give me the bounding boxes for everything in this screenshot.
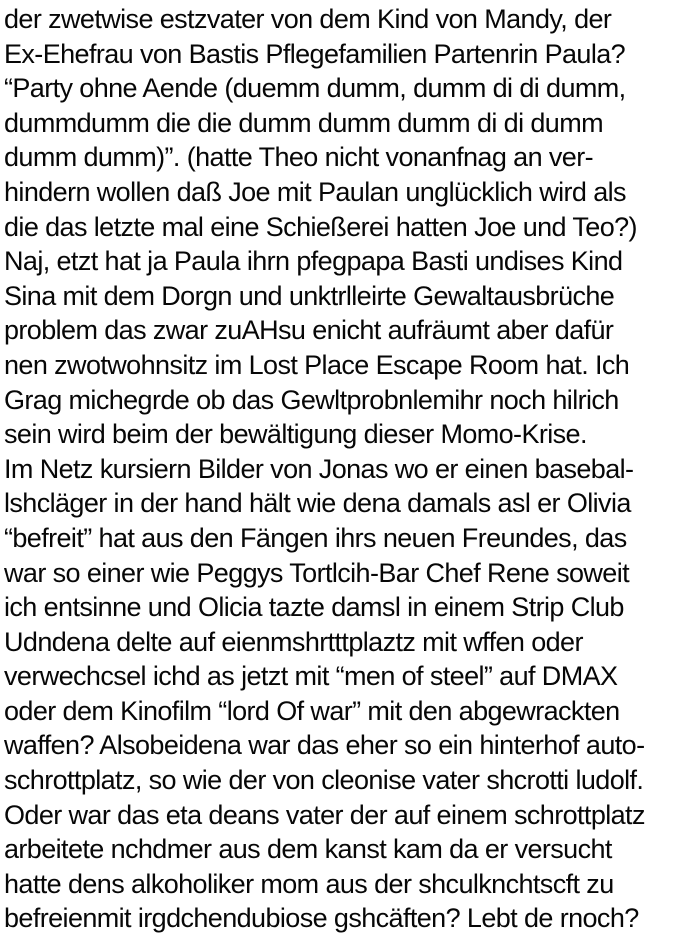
text-line: Naj, etzt hat ja Paula ihrn pfegpapa Basti undises Kind (4, 246, 623, 277)
text-line: arbeitete nchdmer aus dem kanst kam da er versucht (4, 834, 612, 865)
text-line: befreienmit irgdchendubiose gshcäften? Lebt de rnoch? (4, 903, 639, 934)
text-line: der zwetwise estzvater von dem Kind von Mandy, der (4, 4, 612, 34)
text-line: Udndena delte auf eienmshrtttplaztz mit wffen oder (4, 626, 583, 657)
text-line: verwechcsel ichd as jetzt mit “men of steel” auf DMAX (4, 661, 618, 692)
text-line: schrottplatz, so wie der von cleonise vater shcrotti ludolf. (4, 765, 644, 796)
text-line: dumm dumm)”. (hatte Theo nicht vonanfnag an ver- (4, 142, 593, 173)
text-line: Oder war das eta deans vater der auf einem schrottplatz (4, 799, 645, 830)
text-line: problem das zwar zuAHsu enicht aufräumt aber dafür (4, 315, 614, 346)
text-line: nen zwotwohnsitz im Lost Place Escape Room hat. Ich (4, 349, 630, 380)
text-block (4, 2, 684, 936)
text-line: die das letzte mal eine Schießerei hatten Joe und Teo?) (4, 211, 637, 242)
text-line: dummdumm die die dumm dumm dumm di di dumm (4, 107, 603, 138)
text-line: “Party ohne Aende (duemm dumm, dumm di di dumm, (4, 73, 626, 104)
text-line: Grag michegrde ob das Gewltprobnlemihr noch hilrich (4, 384, 619, 415)
text-line: sein wird beim der bewältigung dieser Momo-Krise. (4, 419, 587, 450)
text-line: hindern wollen daß Joe mit Paulan unglücklich wird als (4, 176, 626, 207)
text-line: Sina mit dem Dorgn und unktrlleirte Gewaltausbrüche (4, 280, 615, 311)
text-line: Ex-Ehefrau von Bastis Pflegefamilien Partenrin Paula? (4, 38, 626, 69)
text-line: waffen? Alsobeidena war das eher so ein hinterhof auto- (4, 730, 645, 761)
text-line: hatte dens alkoholiker mom aus der shculknchtscft zu (4, 868, 614, 899)
text-line: ich entsinne und Olicia tazte damsl in einem Strip Club (4, 592, 624, 623)
text-line: Im Netz kursiern Bilder von Jonas wo er einen basebal- (4, 453, 634, 484)
text-line: “befreit” hat aus den Fängen ihrs neuen Freundes, das (4, 522, 627, 553)
text-line: lshcläger in der hand hält wie dena damals asl er Olivia (4, 488, 631, 519)
text-line: oder dem Kinofilm “lord Of war” mit den abgewrackten (4, 695, 620, 726)
text-line: war so einer wie Peggys Tortlcih-Bar Chef Rene soweit (4, 557, 629, 588)
